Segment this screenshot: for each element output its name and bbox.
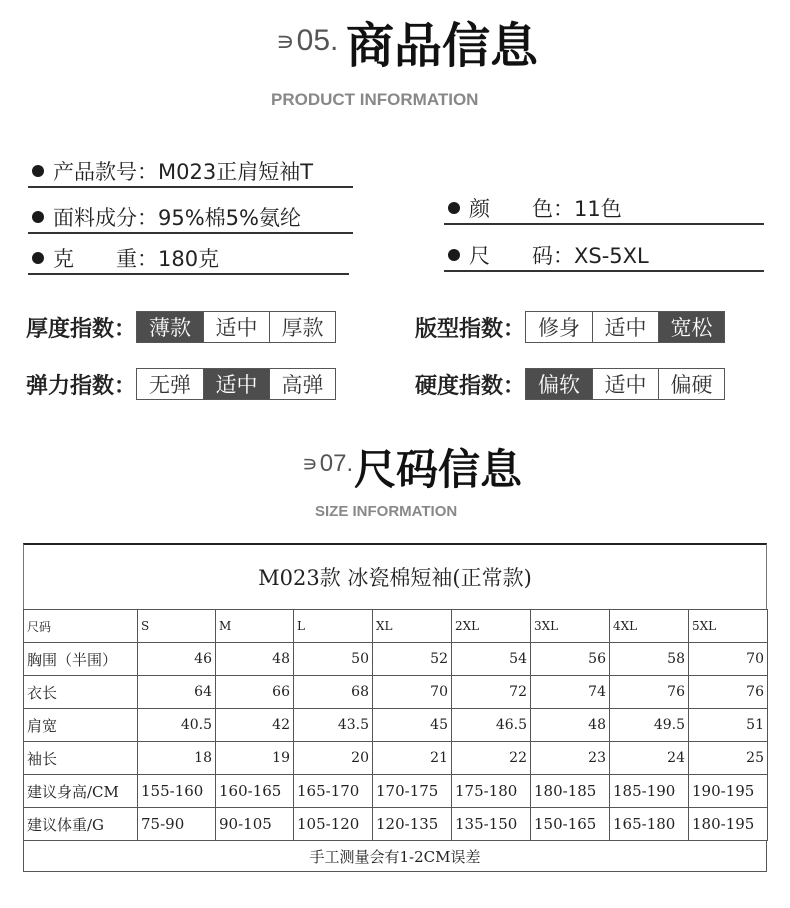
elasticity-option-high[interactable]: 高弹 [269, 369, 335, 399]
size-header-cell: 5XL [689, 610, 768, 643]
table-row [24, 643, 768, 676]
section-number: 05. [296, 24, 339, 57]
table-cell: 64 [138, 676, 216, 709]
hardness-option-medium[interactable]: 适中 [592, 369, 658, 399]
section-marker [302, 450, 353, 478]
elasticity-options [136, 368, 336, 400]
hook-icon: ∍ [276, 26, 295, 56]
table-row [24, 775, 768, 808]
section-number: 07. [319, 450, 354, 477]
info-row-size [444, 240, 764, 272]
table-cell: 19 [216, 742, 294, 775]
table-cell: 56 [531, 643, 610, 676]
fit-option-loose[interactable]: 宽松 [658, 312, 724, 342]
hardness-option-soft[interactable]: 偏软 [526, 369, 592, 399]
fit-option-medium[interactable]: 适中 [592, 312, 658, 342]
info-row-color [444, 193, 764, 225]
table-cell: 49.5 [610, 709, 689, 742]
table-cell: 24 [610, 742, 689, 775]
table-row [24, 676, 768, 709]
row-label: 胸围（半围） [24, 643, 138, 676]
hardness-label: 硬度指数： [415, 373, 526, 399]
info-row-model [28, 156, 353, 188]
table-cell: 105-120 [294, 808, 373, 841]
table-cell: 150-165 [531, 808, 610, 841]
table-cell: 43.5 [294, 709, 373, 742]
table-cell: 160-165 [216, 775, 294, 808]
size-table-footnote: 手工测量会有1-2CM误差 [23, 841, 767, 872]
size-table-caption-row [23, 543, 767, 609]
thickness-index [26, 311, 336, 343]
fit-option-slim[interactable]: 修身 [538, 316, 581, 340]
table-cell: 48 [531, 709, 610, 742]
table-cell: 75-90 [138, 808, 216, 841]
table-cell: 22 [452, 742, 531, 775]
table-cell: 54 [452, 643, 531, 676]
table-cell: 68 [294, 676, 373, 709]
table-cell: 76 [610, 676, 689, 709]
table-cell: 70 [373, 676, 452, 709]
table-cell: 66 [216, 676, 294, 709]
elasticity-label: 弹力指数： [26, 373, 137, 399]
table-cell: 42 [216, 709, 294, 742]
hardness-index [415, 368, 725, 400]
table-cell: 25 [689, 742, 768, 775]
fabric-text: 面料成分：95%棉5%氨纶 [53, 206, 301, 230]
thickness-option-medium[interactable]: 适中 [203, 312, 269, 342]
size-table-caption: M023款 冰瓷棉短袖(正常款) [258, 566, 532, 590]
size-header-cell: L [294, 610, 373, 643]
table-cell: 70 [689, 643, 768, 676]
fit-label: 版型指数： [415, 316, 526, 342]
table-cell: 165-180 [610, 808, 689, 841]
table-cell: 46.5 [452, 709, 531, 742]
info-row-fabric [28, 202, 353, 234]
section-title: 商品信息 [346, 18, 539, 74]
table-cell: 20 [294, 742, 373, 775]
color-text: 颜 色：11色 [469, 197, 622, 221]
table-cell: 46 [138, 643, 216, 676]
size-header-cell: 3XL [531, 610, 610, 643]
weight-text: 克 重：180克 [53, 247, 220, 271]
hardness-options [525, 368, 725, 400]
size-header-cell: XL [373, 610, 452, 643]
table-cell: 180-185 [531, 775, 610, 808]
table-cell: 165-170 [294, 775, 373, 808]
table-row [24, 808, 768, 841]
table-cell: 155-160 [138, 775, 216, 808]
fit-options [525, 311, 725, 343]
bullet-icon [32, 252, 44, 264]
model-text: 产品款号：M023正肩短袖T [53, 160, 314, 184]
size-table-header-row [24, 610, 768, 643]
size-text: 尺 码：XS-5XL [469, 244, 649, 268]
table-row [24, 709, 768, 742]
elasticity-option-medium[interactable]: 适中 [203, 369, 269, 399]
bullet-icon [448, 249, 460, 261]
table-row [24, 742, 768, 775]
row-label: 肩宽 [24, 709, 138, 742]
size-table [23, 609, 768, 841]
size-info-header [0, 430, 790, 530]
section-title: 尺码信息 [354, 445, 523, 494]
size-header-cell: S [138, 610, 216, 643]
hardness-option-hard[interactable]: 偏硬 [658, 369, 724, 399]
table-cell: 51 [689, 709, 768, 742]
table-cell: 40.5 [138, 709, 216, 742]
thickness-label: 厚度指数： [26, 316, 137, 342]
bullet-icon [448, 202, 460, 214]
table-cell: 50 [294, 643, 373, 676]
size-table-block [23, 543, 767, 872]
table-cell: 23 [531, 742, 610, 775]
table-cell: 180-195 [689, 808, 768, 841]
section-subtitle: SIZE INFORMATION [315, 503, 458, 520]
bullet-icon [32, 211, 44, 223]
elasticity-option-none[interactable]: 无弹 [149, 373, 192, 397]
hook-icon: ∍ [302, 451, 318, 476]
table-cell: 170-175 [373, 775, 452, 808]
row-label: 袖长 [24, 742, 138, 775]
table-cell: 120-135 [373, 808, 452, 841]
size-header-label: 尺码 [24, 610, 138, 643]
table-cell: 45 [373, 709, 452, 742]
table-cell: 90-105 [216, 808, 294, 841]
info-row-weight [28, 243, 349, 275]
row-label: 建议身高/CM [24, 775, 138, 808]
section-marker [276, 24, 338, 58]
table-cell: 52 [373, 643, 452, 676]
table-cell: 72 [452, 676, 531, 709]
table-cell: 135-150 [452, 808, 531, 841]
elasticity-index [26, 368, 336, 400]
thickness-option-thin[interactable]: 薄款 [137, 312, 203, 342]
size-header-cell: 4XL [610, 610, 689, 643]
size-header-cell: 2XL [452, 610, 531, 643]
table-cell: 48 [216, 643, 294, 676]
table-cell: 190-195 [689, 775, 768, 808]
product-info-header [0, 0, 790, 109]
section-subtitle: PRODUCT INFORMATION [271, 90, 479, 109]
table-cell: 21 [373, 742, 452, 775]
table-cell: 175-180 [452, 775, 531, 808]
bullet-icon [32, 165, 44, 177]
row-label: 衣长 [24, 676, 138, 709]
table-cell: 58 [610, 643, 689, 676]
table-cell: 18 [138, 742, 216, 775]
thickness-option-thick[interactable]: 厚款 [269, 312, 335, 342]
table-cell: 74 [531, 676, 610, 709]
size-header-cell: M [216, 610, 294, 643]
row-label: 建议体重/G [24, 808, 138, 841]
thickness-options [136, 311, 336, 343]
fit-index [415, 311, 725, 343]
table-cell: 76 [689, 676, 768, 709]
table-cell: 185-190 [610, 775, 689, 808]
